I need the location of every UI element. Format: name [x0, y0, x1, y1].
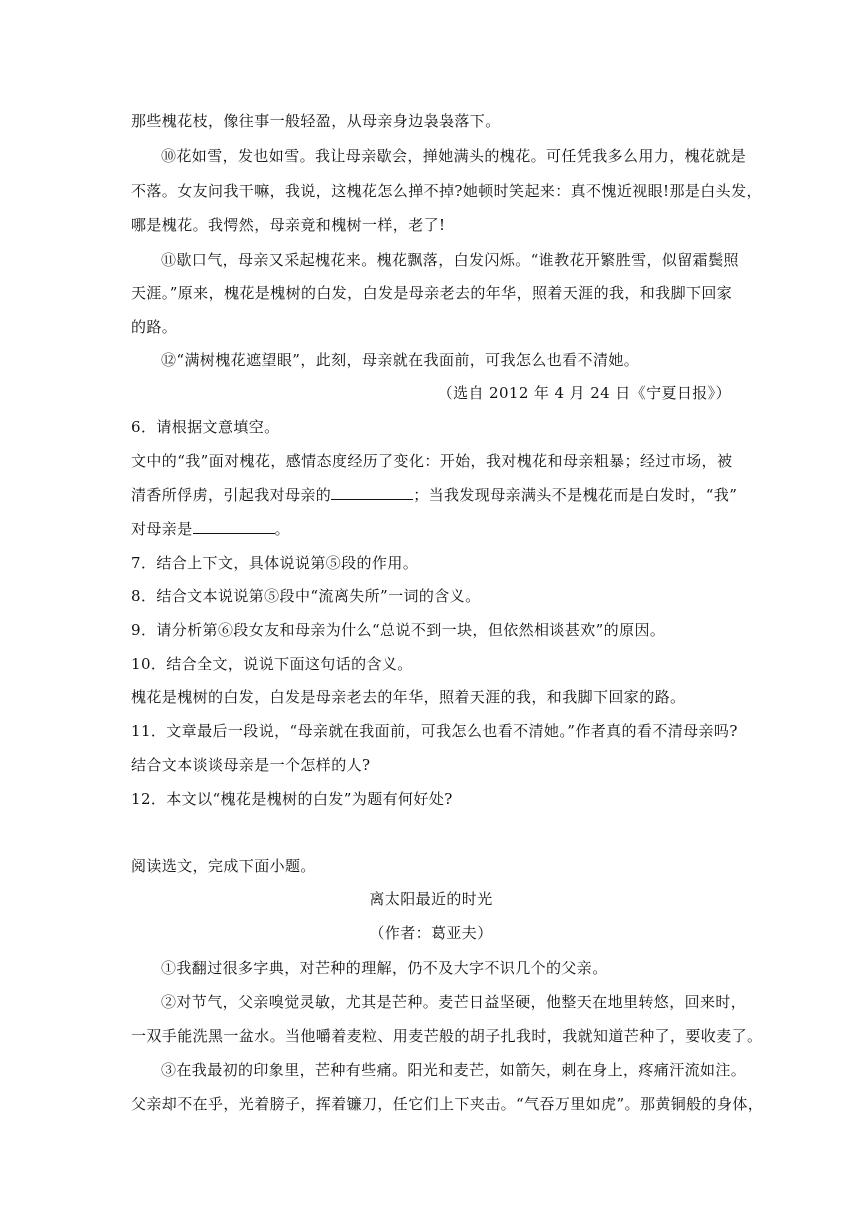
answer-blank-1[interactable]: [331, 485, 413, 500]
reading-instruction: 阅读选文，完成下面小题。: [131, 857, 316, 875]
paragraph-2-line-1: ②对节气，父亲嗅觉灵敏，尤其是芒种。麦芒日益坚硬，他整天在地里转悠，回来时，: [161, 993, 747, 1011]
question-10: 10．结合全文，说说下面这句话的含义。: [131, 655, 413, 673]
paragraph-11-line-1: ⑪歇口气，母亲又采起槐花来。槐花飘落，白发闪烁。“谁教花开繁胜雪，似留霜鬓照: [161, 251, 739, 269]
text-fragment: 。: [274, 520, 291, 538]
text-fragment: 清香所俘虏，引起我对母亲的: [131, 486, 332, 504]
paragraph-3-line-2: 父亲却不在乎，光着膀子，挥着镰刀，任它们上下夹击。“气吞万里如虎”。那黄铜般的身体，: [131, 1095, 764, 1113]
question-11-line-2: 结合文本谈谈母亲是一个怎样的人?: [131, 756, 371, 774]
text-fragment: ；当我发现母亲满头不是槐花而是白发时，“我”: [413, 486, 738, 504]
question-7: 7．结合上下文，具体说说第⑤段的作用。: [131, 554, 419, 572]
text-fragment: 对母亲是: [131, 520, 193, 538]
paragraph-11-line-2: 天涯。”原来，槐花是槐树的白发，白发是母亲老去的年华，照着天涯的我，和我脚下回家: [131, 284, 733, 302]
source-citation: （选自 2012 年 4 月 24 日《宁夏日报》）: [437, 384, 731, 402]
question-9: 9．请分析第⑥段女友和母亲为什么“总说不到一块，但依然相谈甚欢”的原因。: [131, 621, 666, 639]
question-8: 8．结合文本说说第⑤段中“流离失所”一词的含义。: [131, 587, 481, 605]
question-6: 6．请根据文意填空。: [131, 418, 280, 436]
article-author: （作者：葛亚夫）: [369, 924, 493, 942]
question-6-line-3: [131, 518, 731, 540]
paragraph-10-line-2: 不落。女友问我干嘛，我说，这槐花怎么掸不掉?她顿时笑起来：真不愧近视眼!那是白头发，: [131, 182, 762, 200]
paragraph-12: ⑫“满树槐花遮望眼”，此刻，母亲就在我面前，可我怎么也看不清她。: [161, 351, 640, 369]
paragraph-3-line-1: ③在我最初的印象里，芒种有些痛。阳光和麦芒，如箭矢，刺在身上，疼痛汗流如注。: [161, 1061, 747, 1079]
paragraph-1: ①我翻过很多字典，对芒种的理解，仍不及大字不识几个的父亲。: [161, 959, 608, 977]
question-12: 12．本文以“槐花是槐树的白发”为题有何好处?: [131, 790, 453, 808]
answer-blank-2[interactable]: [193, 519, 275, 534]
paragraph-2-line-2: 一双手能洗黑一盆水。当他嚼着麦粒、用麦芒般的胡子扎我时，我就知道芒种了，要收麦了。: [131, 1027, 763, 1045]
text-line: 那些槐花枝，像往事一般轻盈，从母亲身边袅袅落下。: [131, 112, 501, 130]
question-11-line-1: 11．文章最后一段说，“母亲就在我面前，可我怎么也看不清她。”作者真的看不清母亲吗?: [131, 722, 738, 740]
question-10-quote: 槐花是槐树的白发，白发是母亲老去的年华，照着天涯的我，和我脚下回家的路。: [131, 688, 686, 706]
article-title: 离太阳最近的时光: [369, 890, 493, 908]
question-6-line-1: 文中的“我”面对槐花，感情态度经历了变化：开始，我对槐花和母亲粗暴；经过市场，被: [131, 452, 733, 470]
paragraph-11-line-3: 的路。: [131, 318, 178, 336]
question-6-line-2: [131, 484, 738, 506]
paragraph-10-line-3: 哪是槐花。我愕然，母亲竟和槐树一样，老了!: [131, 216, 446, 234]
paragraph-10-line-1: ⑩花如雪，发也如雪。我让母亲歇会，掸她满头的槐花。可任凭我多么用力，槐花就是: [161, 147, 747, 165]
